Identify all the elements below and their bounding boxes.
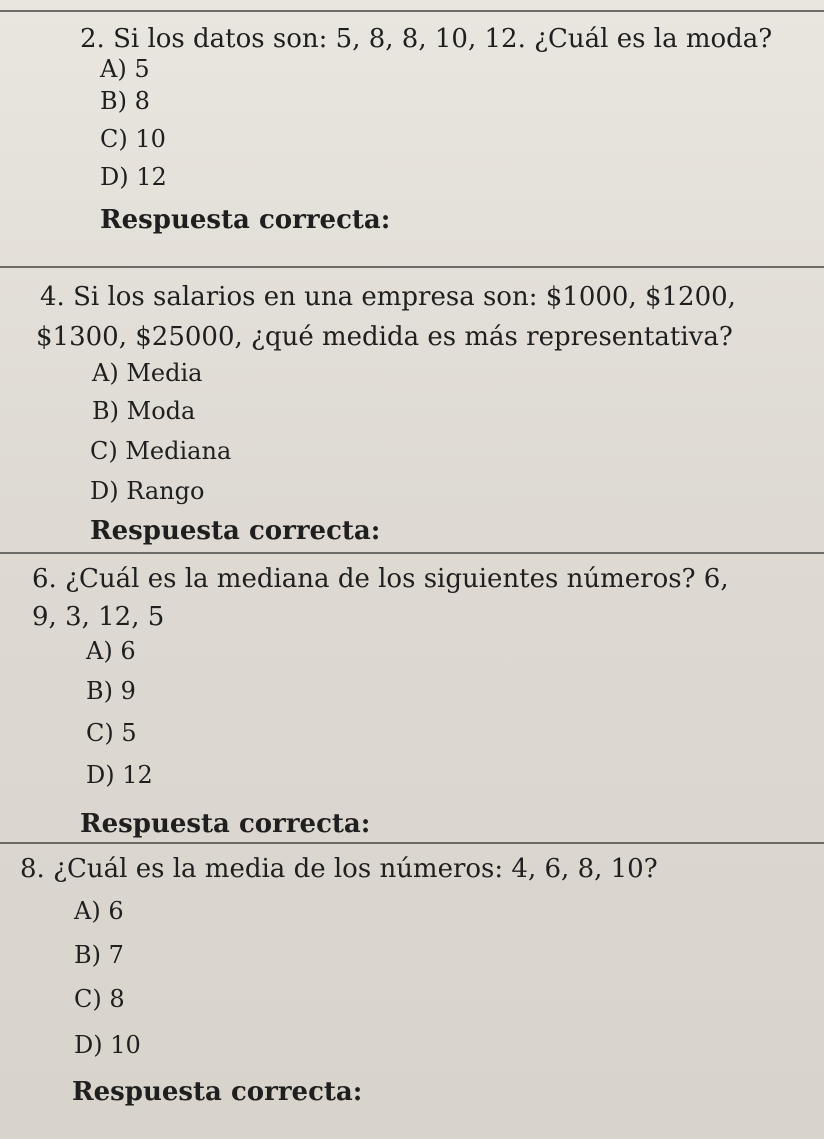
question-2-text: 2. Si los datos son: 5, 8, 8, 10, 12. ¿Cuál es la moda? (80, 24, 773, 54)
question-6-answer-label: Respuesta correcta: (80, 809, 371, 839)
question-2-option-c: C) 10 (100, 125, 166, 153)
question-6-option-d: D) 12 (86, 761, 153, 789)
question-8-option-b: B) 7 (74, 941, 124, 969)
question-8-answer-label: Respuesta correcta: (72, 1077, 363, 1107)
table-border (0, 842, 824, 844)
question-4-option-d: D) Rango (90, 477, 205, 505)
question-2-option-a: A) 5 (100, 55, 150, 83)
question-6-text-line-2: 9, 3, 12, 5 (32, 602, 165, 632)
question-4-option-a: A) Media (92, 359, 203, 387)
question-6-option-a: A) 6 (86, 637, 136, 665)
question-4-text-line-1: 4. Si los salarios en una empresa son: $1000, $1200, (40, 282, 736, 312)
question-4-option-c: C) Mediana (90, 437, 232, 465)
question-6-option-b: B) 9 (86, 677, 136, 705)
table-border (0, 10, 824, 12)
question-2-answer-label: Respuesta correcta: (100, 205, 391, 235)
table-border (0, 266, 824, 268)
question-8-text: 8. ¿Cuál es la media de los números: 4, 6, 8, 10? (20, 854, 658, 884)
question-2-option-b: B) 8 (100, 87, 150, 115)
question-4-text-line-2: $1300, $25000, ¿qué medida es más representativa? (36, 322, 733, 352)
table-border (0, 552, 824, 554)
question-4-answer-label: Respuesta correcta: (90, 516, 381, 546)
question-8-option-d: D) 10 (74, 1031, 141, 1059)
question-4-option-b: B) Moda (92, 397, 196, 425)
question-8-option-a: A) 6 (74, 897, 124, 925)
question-6-text-line-1: 6. ¿Cuál es la mediana de los siguientes números? 6, (32, 564, 729, 594)
question-6-option-c: C) 5 (86, 719, 137, 747)
question-8-option-c: C) 8 (74, 985, 125, 1013)
question-2-option-d: D) 12 (100, 163, 167, 191)
